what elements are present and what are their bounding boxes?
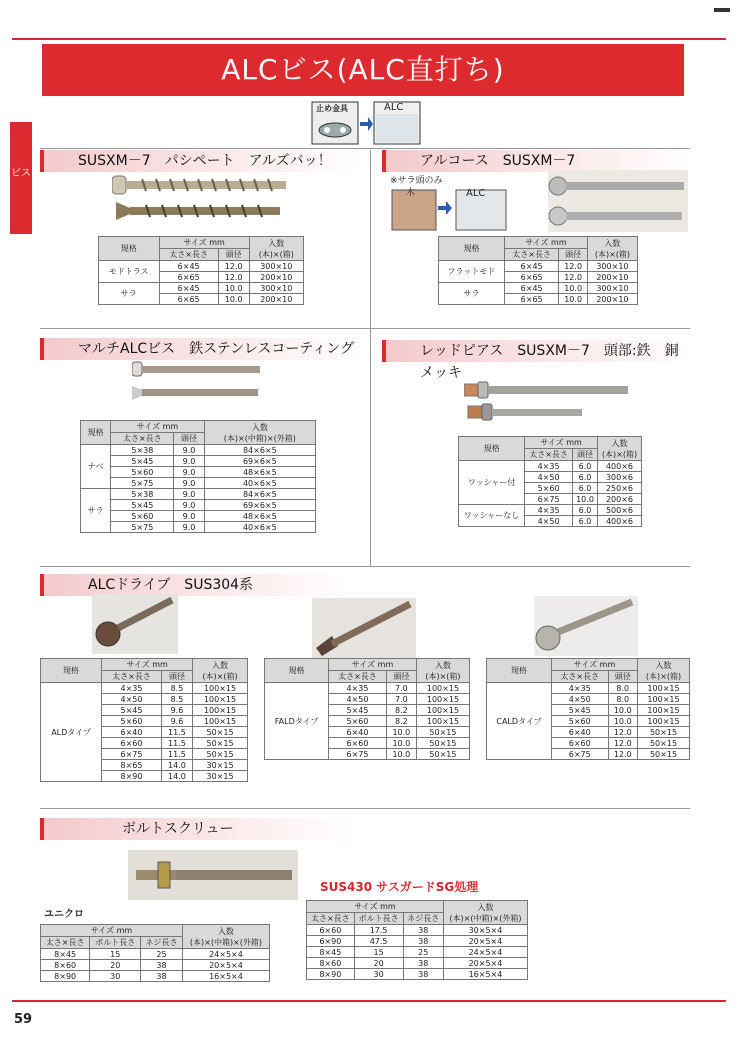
table-cell: 38 <box>403 958 443 969</box>
header-qty: 入数 (本)×(箱) <box>587 237 637 261</box>
table-cell: 30×15 <box>193 771 248 782</box>
table-cell: 100×15 <box>416 694 469 705</box>
table-cell: 12.0 <box>608 749 637 760</box>
table-cell: 24×5×4 <box>182 949 269 960</box>
table-cell: 9.0 <box>174 522 204 533</box>
table-cell: 10.0 <box>573 494 598 505</box>
table-cell: 5×45 <box>111 456 174 467</box>
table-cell: 40×6×5 <box>204 478 315 489</box>
table-cell: 5×45 <box>111 500 174 511</box>
diagram-label-alc: ALC <box>384 102 404 113</box>
section-header-multi-alc: マルチALCビス 鉄ステンレスコーティング <box>40 338 362 360</box>
spec-group-label: ALDタイプ <box>41 683 102 782</box>
header-spec: 規格 <box>99 237 160 261</box>
table-cell: 20×5×4 <box>443 936 527 947</box>
table-cell: 5×60 <box>329 716 387 727</box>
table-row <box>81 478 316 489</box>
table-cell: 10.0 <box>608 716 637 727</box>
section-header-alc-drive: ALCドライブ SUS304系 <box>40 574 352 596</box>
table-row <box>487 683 690 694</box>
header-qty: 入数 (本)×(箱) <box>193 659 248 683</box>
table-cell: 8.0 <box>608 683 637 694</box>
section-header-arukosu: アルコース SUSXM－7 <box>382 150 692 172</box>
bottom-rule <box>12 1000 726 1002</box>
table-row <box>81 467 316 478</box>
section-header-bolt-screw: ボルトスクリュー <box>40 818 352 840</box>
table-cell: 50×15 <box>193 738 248 749</box>
header-dimension: 太さ×長さ <box>552 671 609 683</box>
note-sara-only: ※サラ頭のみ <box>390 176 443 186</box>
header-size: サイズ mm <box>102 659 193 671</box>
table-cell: 15 <box>354 947 403 958</box>
screw-image-bolt <box>128 850 298 900</box>
table-cell: 5×60 <box>102 716 162 727</box>
table-cell: 8.2 <box>386 705 416 716</box>
header-size: サイズ mm <box>525 437 598 449</box>
table-cell: 8×90 <box>41 971 90 982</box>
spec-group-label: ワッシャー付 <box>459 461 525 505</box>
table-row <box>307 925 528 936</box>
table-row <box>81 500 316 511</box>
table-cell: 300×10 <box>587 261 637 272</box>
header-dimension: 太さ×長さ <box>159 249 218 261</box>
table-cell: 47.5 <box>354 936 403 947</box>
header-thread-length: ネジ長さ <box>141 937 183 949</box>
header-spec: 規格 <box>81 421 111 445</box>
table-cell: 30×5×4 <box>443 925 527 936</box>
spec-group-label: サラ <box>99 283 160 305</box>
table-cell: 7.0 <box>386 683 416 694</box>
table-row <box>81 511 316 522</box>
header-head-dia: 頭径 <box>174 433 204 445</box>
table-row <box>439 261 638 272</box>
table-cell: 400×6 <box>597 516 641 527</box>
table-cell: 20×5×4 <box>443 958 527 969</box>
table-cell: 20 <box>90 960 141 971</box>
table-cell: 8.0 <box>608 694 637 705</box>
table-row <box>307 947 528 958</box>
table-cell: 200×10 <box>249 294 303 305</box>
header-qty: 入数 (本)×(箱) <box>249 237 303 261</box>
table-cell: 4×35 <box>552 683 609 694</box>
spec-table-multi-alc <box>80 420 316 533</box>
divider <box>40 148 690 149</box>
table-cell: 6.0 <box>573 472 598 483</box>
table-cell: 200×10 <box>587 272 637 283</box>
table-row <box>265 683 470 694</box>
table-cell: 10.0 <box>218 283 249 294</box>
install-diagram <box>310 100 422 146</box>
header-qty: 入数 (本)×(箱) <box>597 437 641 461</box>
table-row <box>81 445 316 456</box>
table-cell: 100×15 <box>193 716 248 727</box>
table-cell: 48×6×5 <box>204 467 315 478</box>
table-cell: 5×45 <box>329 705 387 716</box>
header-head-dia: 頭径 <box>218 249 249 261</box>
table-cell: 38 <box>403 936 443 947</box>
table-cell: 11.5 <box>161 738 192 749</box>
table-cell: 6×40 <box>102 727 162 738</box>
header-size: サイズ mm <box>41 925 183 937</box>
section-header-susxm7-pasipeto: SUSXM－7 パシペート アルズバッ！ <box>40 150 362 172</box>
table-cell: 8×60 <box>307 958 355 969</box>
table-row <box>307 969 528 980</box>
table-cell: 5×60 <box>552 716 609 727</box>
table-cell: 9.0 <box>174 478 204 489</box>
spec-group-label: ナベ <box>81 445 111 489</box>
header-dimension: 太さ×長さ <box>111 433 174 445</box>
table-cell: 8.5 <box>161 694 192 705</box>
table-cell: 14.0 <box>161 760 192 771</box>
table-cell: 11.5 <box>161 749 192 760</box>
table-cell: 69×6×5 <box>204 456 315 467</box>
table-cell: 5×75 <box>111 478 174 489</box>
page-marker <box>714 8 730 12</box>
table-cell: 6×45 <box>159 283 218 294</box>
section-header-red-pierce: レッドピアス SUSXM－7 頭部:鉄 銅メッキ <box>382 340 692 362</box>
header-qty: 入数 (本)×(中箱)×(外箱) <box>443 901 527 925</box>
header-size: サイズ mm <box>552 659 638 671</box>
column-divider <box>370 150 371 566</box>
header-dimension: 太さ×長さ <box>41 937 90 949</box>
table-cell: 25 <box>141 949 183 960</box>
table-cell: 4×50 <box>329 694 387 705</box>
side-tab: ビス <box>10 122 32 234</box>
table-cell: 9.0 <box>174 467 204 478</box>
table-cell: 40×6×5 <box>204 522 315 533</box>
table-cell: 6.0 <box>573 483 598 494</box>
table-cell: 100×15 <box>193 705 248 716</box>
table-row <box>99 261 304 272</box>
screw-image-cald <box>534 596 638 656</box>
table-cell: 5×45 <box>552 705 609 716</box>
table-cell: 6×75 <box>102 749 162 760</box>
header-thread-length: ネジ長さ <box>403 913 443 925</box>
table-cell: 200×6 <box>597 494 641 505</box>
table-cell: 6×75 <box>552 749 609 760</box>
table-row <box>459 505 642 516</box>
header-spec: 規格 <box>265 659 329 683</box>
table-cell: 300×10 <box>249 283 303 294</box>
table-cell: 38 <box>141 960 183 971</box>
table-cell: 9.0 <box>174 489 204 500</box>
table-cell: 17.5 <box>354 925 403 936</box>
table-cell: 10.0 <box>559 283 587 294</box>
table-cell: 6×60 <box>552 738 609 749</box>
table-cell: 400×6 <box>597 461 641 472</box>
header-dimension: 太さ×長さ <box>307 913 355 925</box>
divider <box>40 566 690 567</box>
header-head-dia: 頭径 <box>608 671 637 683</box>
spec-table-fald <box>264 658 470 760</box>
table-cell: 6.0 <box>573 505 598 516</box>
table-cell: 4×35 <box>102 683 162 694</box>
table-cell: 250×6 <box>597 483 641 494</box>
table-row <box>81 522 316 533</box>
table-cell: 10.0 <box>559 294 587 305</box>
table-cell: 6×45 <box>159 261 218 272</box>
table-row <box>99 283 304 294</box>
spec-group-label: モドトラス <box>99 261 160 283</box>
header-head-dia: 頭径 <box>161 671 192 683</box>
screw-image-multi-alc <box>132 358 264 404</box>
table-cell: 9.6 <box>161 705 192 716</box>
table-cell: 84×6×5 <box>204 489 315 500</box>
table-cell: 6×90 <box>307 936 355 947</box>
spec-table-ald <box>40 658 248 782</box>
header-bolt-length: ボルト長さ <box>354 913 403 925</box>
header-qty: 入数 (本)×(中箱)×(外箱) <box>182 925 269 949</box>
table-cell: 5×38 <box>111 489 174 500</box>
table-cell: 30 <box>354 969 403 980</box>
table-cell: 20 <box>354 958 403 969</box>
header-size: サイズ mm <box>504 237 587 249</box>
table-cell: 14.0 <box>161 771 192 782</box>
diagram-label-fixture: 止め金具 <box>316 104 348 113</box>
table-cell: 4×35 <box>329 683 387 694</box>
table-cell: 38 <box>141 971 183 982</box>
table-cell: 50×15 <box>416 738 469 749</box>
table-cell: 12.0 <box>218 272 249 283</box>
table-cell: 300×10 <box>587 283 637 294</box>
screw-image-red-pierce <box>464 376 634 424</box>
table-cell: 50×15 <box>638 738 690 749</box>
table-cell: 16×5×4 <box>443 969 527 980</box>
top-rule <box>12 38 726 40</box>
brand-label-unichrome: ユニクロ <box>44 909 84 920</box>
table-row <box>41 960 270 971</box>
table-cell: 9.0 <box>174 500 204 511</box>
header-bolt-length: ボルト長さ <box>90 937 141 949</box>
table-cell: 12.0 <box>608 738 637 749</box>
spec-table-bolt-sus430 <box>306 900 528 980</box>
header-size: サイズ mm <box>329 659 417 671</box>
table-cell: 6×75 <box>329 749 387 760</box>
table-row <box>439 283 638 294</box>
header-dimension: 太さ×長さ <box>102 671 162 683</box>
table-cell: 69×6×5 <box>204 500 315 511</box>
spec-table-bolt-unichrome <box>40 924 270 982</box>
table-cell: 12.0 <box>218 261 249 272</box>
header-dimension: 太さ×長さ <box>329 671 387 683</box>
table-cell: 6×40 <box>329 727 387 738</box>
header-spec: 規格 <box>459 437 525 461</box>
table-cell: 100×15 <box>416 705 469 716</box>
spec-group-label: FALDタイプ <box>265 683 329 760</box>
page-title: ALCビス(ALC直打ち) <box>42 44 684 96</box>
screw-image-arukosu <box>548 170 688 232</box>
table-cell: 6×60 <box>307 925 355 936</box>
diagram-label-wood: 木 <box>406 188 416 198</box>
table-row <box>81 456 316 467</box>
table-row <box>307 958 528 969</box>
table-cell: 6.0 <box>573 516 598 527</box>
table-cell: 100×15 <box>638 716 690 727</box>
table-cell: 6.0 <box>573 461 598 472</box>
table-cell: 84×6×5 <box>204 445 315 456</box>
table-cell: 6×45 <box>504 261 559 272</box>
table-cell: 8.5 <box>161 683 192 694</box>
table-cell: 8.2 <box>386 716 416 727</box>
table-cell: 100×15 <box>416 716 469 727</box>
table-cell: 12.0 <box>559 272 587 283</box>
screw-image-pasipeto <box>112 172 292 228</box>
header-spec: 規格 <box>41 659 102 683</box>
table-cell: 10.0 <box>386 727 416 738</box>
table-cell: 30×15 <box>193 760 248 771</box>
table-cell: 8×90 <box>102 771 162 782</box>
table-cell: 100×15 <box>638 683 690 694</box>
table-cell: 38 <box>403 969 443 980</box>
divider <box>40 328 690 329</box>
table-row <box>41 949 270 960</box>
table-cell: 6×65 <box>159 272 218 283</box>
table-cell: 6×75 <box>525 494 573 505</box>
table-cell: 6×65 <box>504 272 559 283</box>
table-cell: 6×65 <box>504 294 559 305</box>
table-cell: 100×15 <box>638 705 690 716</box>
table-cell: 10.0 <box>386 738 416 749</box>
screw-image-ald <box>92 594 178 654</box>
table-cell: 5×75 <box>111 522 174 533</box>
table-cell: 5×38 <box>111 445 174 456</box>
diagram-label-alc-2: ALC <box>466 188 486 199</box>
header-dimension: 太さ×長さ <box>525 449 573 461</box>
table-cell: 50×15 <box>416 727 469 738</box>
header-qty: 入数 (本)×(中箱)×(外箱) <box>204 421 315 445</box>
table-row <box>459 461 642 472</box>
table-cell: 24×5×4 <box>443 947 527 958</box>
header-head-dia: 頭径 <box>386 671 416 683</box>
table-cell: 9.0 <box>174 511 204 522</box>
spec-group-label: フラットモド <box>439 261 505 283</box>
table-cell: 15 <box>90 949 141 960</box>
table-cell: 50×15 <box>193 749 248 760</box>
table-cell: 4×50 <box>525 516 573 527</box>
header-spec: 規格 <box>439 237 505 261</box>
table-cell: 9.0 <box>174 456 204 467</box>
table-cell: 10.0 <box>608 705 637 716</box>
table-row <box>41 971 270 982</box>
table-cell: 6×60 <box>102 738 162 749</box>
table-cell: 4×50 <box>102 694 162 705</box>
table-cell: 4×35 <box>525 461 573 472</box>
table-cell: 9.0 <box>174 445 204 456</box>
table-cell: 6×40 <box>552 727 609 738</box>
table-cell: 38 <box>403 925 443 936</box>
table-cell: 50×15 <box>416 749 469 760</box>
header-dimension: 太さ×長さ <box>504 249 559 261</box>
spec-table-arukosu <box>438 236 638 305</box>
table-cell: 48×6×5 <box>204 511 315 522</box>
table-cell: 500×6 <box>597 505 641 516</box>
table-cell: 50×15 <box>638 749 690 760</box>
table-cell: 6×45 <box>504 283 559 294</box>
table-cell: 100×15 <box>193 683 248 694</box>
table-cell: 8×45 <box>41 949 90 960</box>
table-cell: 4×50 <box>525 472 573 483</box>
spec-group-label: サラ <box>81 489 111 533</box>
table-row <box>41 683 248 694</box>
table-cell: 200×10 <box>587 294 637 305</box>
table-cell: 20×5×4 <box>182 960 269 971</box>
spec-table-cald <box>486 658 690 760</box>
header-qty: 入数 (本)×(箱) <box>416 659 469 683</box>
spec-table-red-pierce <box>458 436 642 527</box>
header-size: サイズ mm <box>307 901 444 913</box>
table-cell: 100×15 <box>638 694 690 705</box>
table-row <box>81 489 316 500</box>
table-cell: 50×15 <box>638 727 690 738</box>
table-cell: 300×6 <box>597 472 641 483</box>
spec-group-label: サラ <box>439 283 505 305</box>
table-cell: 12.0 <box>608 727 637 738</box>
table-cell: 5×45 <box>102 705 162 716</box>
table-cell: 5×60 <box>111 467 174 478</box>
spec-group-label: CALDタイプ <box>487 683 552 760</box>
table-cell: 9.6 <box>161 716 192 727</box>
table-cell: 100×15 <box>193 694 248 705</box>
table-cell: 10.0 <box>218 294 249 305</box>
header-head-dia: 頭径 <box>573 449 598 461</box>
table-cell: 10.0 <box>386 749 416 760</box>
table-cell: 8×45 <box>307 947 355 958</box>
header-size: サイズ mm <box>159 237 249 249</box>
table-cell: 12.0 <box>559 261 587 272</box>
spec-table-pasipeto <box>98 236 304 305</box>
table-cell: 8×90 <box>307 969 355 980</box>
table-cell: 6×65 <box>159 294 218 305</box>
table-cell: 8×65 <box>102 760 162 771</box>
table-cell: 8×60 <box>41 960 90 971</box>
table-cell: 30 <box>90 971 141 982</box>
table-cell: 300×10 <box>249 261 303 272</box>
table-cell: 100×15 <box>416 683 469 694</box>
screw-image-fald <box>312 598 416 658</box>
table-cell: 25 <box>403 947 443 958</box>
header-qty: 入数 (本)×(箱) <box>638 659 690 683</box>
header-head-dia: 頭径 <box>559 249 587 261</box>
table-cell: 5×60 <box>525 483 573 494</box>
header-size: サイズ mm <box>111 421 204 433</box>
table-cell: 16×5×4 <box>182 971 269 982</box>
divider <box>40 808 690 809</box>
spec-group-label: ワッシャーなし <box>459 505 525 527</box>
table-cell: 5×60 <box>111 511 174 522</box>
table-cell: 4×35 <box>525 505 573 516</box>
header-spec: 規格 <box>487 659 552 683</box>
table-cell: 7.0 <box>386 694 416 705</box>
page-number: 59 <box>14 1012 33 1027</box>
table-cell: 11.5 <box>161 727 192 738</box>
table-cell: 200×10 <box>249 272 303 283</box>
table-cell: 4×50 <box>552 694 609 705</box>
sus430-label: SUS430 サスガードSG処理 <box>320 880 479 894</box>
table-cell: 50×15 <box>193 727 248 738</box>
table-row <box>307 936 528 947</box>
table-cell: 6×60 <box>329 738 387 749</box>
